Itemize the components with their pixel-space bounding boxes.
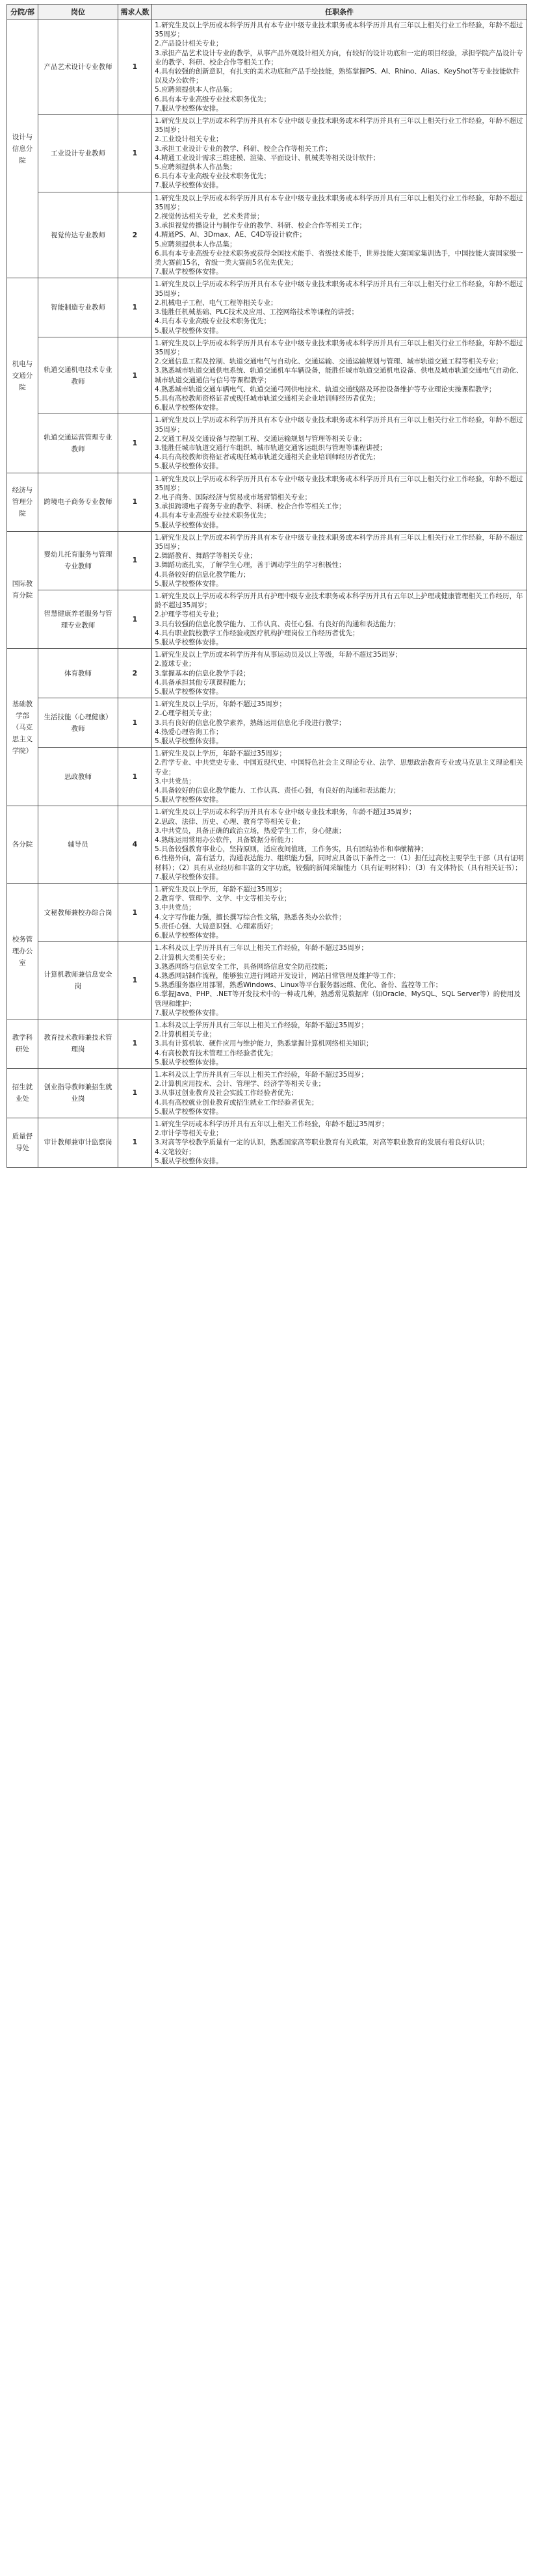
requirement-item: 2.交通信息工程及控制、轨道交通电气与自动化、交通运输、交通运输规划与管理、城市轨道交通工程等相关专业；	[155, 358, 503, 366]
requirement-item: 1.研究生学历或本科学历并具有五年以上相关工作经验，年龄不超过35周岁；	[155, 1120, 389, 1128]
requirement-item: 1.研究生及以上学历或本科学历并具有本专业中级专业技术职务，年龄不超过35周岁；	[155, 808, 416, 817]
headcount-cell: 1	[118, 1068, 152, 1118]
department-cell: 教学科研处	[7, 1019, 38, 1068]
requirements-cell	[152, 748, 527, 806]
department-cell: 机电与交通分院	[7, 278, 38, 473]
position-cell: 生活技能（心理健康）教师	[38, 698, 118, 748]
requirement-item: 6.性格外向，富有活力，沟通表达能力、组织能力强，同时应具备以下条件之一：（1）担任过高校主要学生干部（具有证明材料）；（2）具有从业经历和丰富的文字功底，较强的新闻采编能力（具有证明材料）；（3）有文体特长（具有相关证书）；	[155, 854, 524, 872]
requirement-item: 4.具备承担其他专项课程能力；	[155, 678, 250, 687]
requirement-item: 5.服从学校整体安排。	[155, 462, 223, 471]
requirement-item: 3.舞蹈功底扎实，了解学生心理，善于调动学生的学习积极性；	[155, 561, 346, 570]
requirement-item: 2.产品设计相关专业；	[155, 40, 223, 48]
requirement-item: 7.服从学校整体安排。	[155, 268, 223, 276]
requirement-item: 5.服从学校整体安排。	[155, 638, 223, 646]
requirements-cell	[152, 806, 527, 884]
position-cell: 体育教师	[38, 649, 118, 698]
requirement-item: 5.具备较强教育事业心，坚持原则，适应夜间值班，工作务实，具有团结协作和奉献精神；	[155, 845, 428, 854]
table-row	[7, 278, 527, 337]
requirements-cell	[152, 884, 527, 942]
requirement-item: 4.熟悉网站制作流程，能够独立进行网站开发设计，网站日常管理及维护等工作；	[155, 971, 400, 980]
header-requirements: 任职条件	[152, 5, 527, 20]
requirement-item: 3.中共党员；	[155, 777, 196, 785]
requirement-item: 1.本科及以上学历并具有三年以上相关工作经验，年龄不超过35周岁；	[155, 1021, 368, 1029]
headcount-cell: 1	[118, 942, 152, 1019]
requirement-item: 3.承担产品艺术设计专业的教学，从事产品外观设计相关方向，有较好的设计功底和一定的项目经验，承担学院产品设计专业的教学、科研、校企合作等相关工作；	[155, 49, 523, 66]
requirement-item: 1.本科及以上学历并具有三年以上相关工作经验，年龄不超过35周岁；	[155, 944, 368, 953]
requirement-item: 2.教育学、管理学、文学、中文等相关专业；	[155, 895, 291, 903]
requirement-item: 3.能胜任机械基础、PLC技术及应用、工控网络技术等课程的讲授；	[155, 308, 359, 317]
requirement-item: 2.舞蹈教育、舞蹈学等相关专业；	[155, 552, 257, 560]
requirement-item: 5.服从学校整体安排。	[155, 521, 223, 529]
requirements-cell	[152, 1068, 527, 1118]
headcount-cell: 1	[118, 1118, 152, 1167]
headcount-cell: 1	[118, 748, 152, 806]
requirement-item: 5.服从学校整体安排。	[155, 737, 223, 746]
requirement-item: 5.责任心强、大局意识强、心理素质好；	[155, 922, 278, 930]
table-body	[7, 20, 527, 1168]
requirement-item: 5.服从学校整体安排。	[155, 688, 223, 696]
requirement-item: 4.具有较强的创新意识，有扎实的美术功底和产品手绘技能，熟练掌握PS、AI、Rhino、Alias、KeyShot等专业技能软件以及办公软件；	[155, 68, 520, 85]
department-cell: 基础教学部（马克思主义学院）	[7, 649, 38, 806]
requirement-item: 3.承担跨境电子商务专业的教学、科研、校企合作等相关工作；	[155, 503, 346, 511]
position-cell: 思政教师	[38, 748, 118, 806]
headcount-cell: 1	[118, 115, 152, 192]
requirement-item: 3.具有较强的信息化教学能力、工作认真、责任心强、有良好的沟通和表达能力；	[155, 620, 400, 628]
requirements-cell	[152, 942, 527, 1019]
requirement-item: 5.服从学校整体安排。	[155, 1058, 223, 1066]
requirement-item: 4.文笔较好；	[155, 1148, 196, 1156]
position-cell: 轨道交通运营管理专业教师	[38, 414, 118, 473]
requirement-item: 2.哲学专业、中共党史专业、中国近现代史、中国特色社会主义理论专业、法学、思想政治教育专业或马克思主义理论相关专业；	[155, 759, 523, 776]
headcount-cell: 1	[118, 884, 152, 942]
requirement-item: 3.对高等学校教学质量有一定的认识，熟悉国家高等职业教育有关政策，对高等职业教育的发展有着良好认识；	[155, 1138, 489, 1147]
position-cell: 工业设计专业教师	[38, 115, 118, 192]
requirement-item: 2.思政、法律、历史、心理、教育学等相关专业；	[155, 817, 305, 826]
position-cell: 婴幼儿托育服务与管理专业教师	[38, 531, 118, 590]
recruitment-table	[6, 4, 527, 1168]
department-cell: 经济与管理分院	[7, 473, 38, 531]
headcount-cell: 1	[118, 473, 152, 531]
position-cell: 创业指导教师兼招生就业岗	[38, 1068, 118, 1118]
requirement-item: 2.交通工程及交通设备与控制工程、交通运输规划与管理等相关专业；	[155, 434, 367, 443]
requirements-cell	[152, 1118, 527, 1167]
requirement-item: 2.工业设计相关专业；	[155, 135, 223, 144]
requirement-item: 6.具有本专业高级专业技术职务优先；	[155, 95, 271, 103]
table-row	[7, 414, 527, 473]
requirement-item: 5.应聘须提供本人作品集；	[155, 240, 237, 248]
requirement-item: 5.应聘须提供本人作品集；	[155, 163, 237, 172]
requirement-item: 4.精通工业设计需求三维建模、渲染、平面设计、机械类等相关设计软件；	[155, 153, 380, 162]
requirement-item: 5.服从学校整体安排。	[155, 579, 223, 588]
requirement-item: 2.审计学等相关专业；	[155, 1129, 223, 1138]
requirement-item: 4.文字写作能力强，擅长撰写综合性文稿，熟悉各类办公软件；	[155, 913, 346, 921]
requirement-item: 7.服从学校整体安排。	[155, 873, 223, 881]
headcount-cell: 1	[118, 20, 152, 115]
requirement-item: 7.服从学校整体安排。	[155, 104, 223, 112]
position-cell: 文秘教师兼校办综合岗	[38, 884, 118, 942]
department-cell: 国际教育分院	[7, 531, 38, 648]
requirements-cell	[152, 473, 527, 531]
department-cell: 校务管理办公室	[7, 884, 38, 1019]
requirement-item: 1.研究生及以上学历或本科学历并具有本专业中级专业技术职务或本科学历并具有三年以上相关行业工作经验，年龄不超过35周岁；	[155, 339, 523, 356]
requirement-item: 3.具有良好的信息化教学素养，熟练运用信息化手段进行教学；	[155, 718, 346, 727]
requirements-cell	[152, 20, 527, 115]
requirement-item: 4.熟练运用常用办公软件，具备数据分析能力；	[155, 836, 298, 845]
requirement-item: 5.服从学校整体安排。	[155, 1107, 223, 1116]
header-department: 分院/部	[7, 5, 38, 20]
requirements-cell	[152, 649, 527, 698]
table-row	[7, 590, 527, 648]
position-cell: 产品艺术设计专业教师	[38, 20, 118, 115]
headcount-cell: 2	[118, 192, 152, 278]
requirement-item: 3.中共党员；	[155, 904, 196, 912]
position-cell: 轨道交通机电技术专业教师	[38, 337, 118, 414]
requirements-cell	[152, 590, 527, 648]
position-cell: 跨境电子商务专业教师	[38, 473, 118, 531]
table-row	[7, 1118, 527, 1167]
requirements-cell	[152, 531, 527, 590]
header-position: 岗位	[38, 5, 118, 20]
table-row	[7, 884, 527, 942]
position-cell: 智能制造专业教师	[38, 278, 118, 337]
requirement-item: 4.热爱心理咨询工作；	[155, 728, 223, 736]
requirement-item: 1.研究生及以上学历，年龄不超过35周岁；	[155, 750, 286, 758]
requirements-cell	[152, 115, 527, 192]
requirement-item: 1.本科及以上学历并具有三年以上相关工作经验，年龄不超过35周岁；	[155, 1070, 368, 1079]
requirement-item: 4.具有高校教师资格证者或现任城市轨道交通相关企业培训师经历者优先；	[155, 453, 380, 462]
requirement-item: 2.机械电子工程、电气工程等相关专业；	[155, 298, 278, 307]
requirement-item: 3.承担视觉传播设计与制作专业的教学、科研、校企合作等相关工作；	[155, 222, 367, 230]
table-row	[7, 20, 527, 115]
requirement-item: 2.计算机大类相关专业；	[155, 953, 230, 962]
table-row	[7, 698, 527, 748]
requirement-item: 3.熟悉网络与信息安全工作，具备网络信息安全防范技能；	[155, 962, 332, 971]
requirement-item: 5.应聘须提供本人作品集；	[155, 86, 237, 94]
requirement-item: 2.篮球专业；	[155, 660, 196, 668]
requirement-item: 1.研究生及以上学历或本科学历并具有护理中级专业技术职务或本科学历并具有五年以上护理或健康管理相关工作经历，年龄不超过35周岁；	[155, 592, 523, 610]
requirement-item: 4.具有本专业高级专业技术职务优先；	[155, 512, 271, 520]
requirement-item: 7.服从学校整体安排。	[155, 1008, 223, 1017]
table-row	[7, 115, 527, 192]
requirement-item: 2.电子商务、国际经济与贸易或市场营销相关专业；	[155, 493, 312, 501]
department-cell: 各分院	[7, 806, 38, 884]
requirement-item: 4.具有本专业高级专业技术职务优先；	[155, 317, 271, 326]
requirement-item: 1.研究生及以上学历或本科学历并具有本专业中级专业技术职务或本科学历并具有三年以上相关行业工作经验，年龄不超过35周岁；	[155, 533, 523, 551]
requirement-item: 3.能胜任城市轨道交通行车组织、城市轨道交通客运组织与管理等课程讲授；	[155, 443, 387, 452]
requirement-item: 1.研究生及以上学历或本科学历并具有本专业中级专业技术职务或本科学历并具有三年以上相关行业工作经验，年龄不超过35周岁；	[155, 475, 523, 492]
headcount-cell: 1	[118, 531, 152, 590]
requirement-item: 3.中共党员，具备正确的政治立场，热爱学生工作，身心健康；	[155, 826, 346, 835]
requirement-item: 2.计算机应用技术、会计、管理学、经济学等相关专业；	[155, 1080, 326, 1088]
requirement-item: 1.研究生及以上学历或本科学历并具有本专业中级专业技术职务或本科学历并具有三年以上相关行业工作经验，年龄不超过35周岁；	[155, 21, 523, 39]
table-row	[7, 942, 527, 1019]
requirement-item: 1.研究生及以上学历或本科学历并具有本专业中级专业技术职务或本科学历并具有三年以上相关行业工作经验，年龄不超过35周岁；	[155, 416, 523, 434]
requirements-cell	[152, 1019, 527, 1068]
requirement-item: 3.从事过创业教育及社会实践工作经验者优先；	[155, 1089, 298, 1097]
table-row	[7, 192, 527, 278]
requirement-item: 5.具有高校教师资格证者或现任城市轨道交通相关企业培训师经历者优先；	[155, 394, 380, 402]
department-cell: 质量督导处	[7, 1118, 38, 1167]
table-row	[7, 531, 527, 590]
requirement-item: 2.计算机相关专业；	[155, 1031, 216, 1039]
requirement-item: 4.具有职业院校教学工作经验或医疗机构护理岗位工作经历者优先；	[155, 629, 359, 637]
requirement-item: 4.熟悉城市轨道交通车辆电气、轨道交通弓网供电技术、轨道交通线路及环控设备维护等专业理论实操课程教学；	[155, 385, 496, 393]
position-cell: 智慧健康养老服务与管理专业教师	[38, 590, 118, 648]
headcount-cell: 4	[118, 806, 152, 884]
headcount-cell: 1	[118, 1019, 152, 1068]
requirement-item: 5.服从学校整体安排。	[155, 1157, 223, 1165]
table-row	[7, 1068, 527, 1118]
position-cell: 教育技术教师兼技术管理岗	[38, 1019, 118, 1068]
requirement-item: 4.具有高校就业创业教育或招生就业工作经验者优先；	[155, 1098, 318, 1107]
requirement-item: 1.研究生及以上学历，年龄不超过35周岁；	[155, 886, 286, 894]
department-cell: 招生就业处	[7, 1068, 38, 1118]
headcount-cell: 1	[118, 414, 152, 473]
position-cell: 视觉传达专业教师	[38, 192, 118, 278]
headcount-cell: 1	[118, 337, 152, 414]
requirement-item: 7.服从学校整体安排。	[155, 181, 223, 190]
requirement-item: 1.研究生及以上学历或本科学历并具有本专业中级专业技术职务或本科学历并具有三年以上相关行业工作经验，年龄不超过35周岁；	[155, 280, 523, 298]
position-cell: 计算机教师兼信息安全岗	[38, 942, 118, 1019]
header-count: 需求人数	[118, 5, 152, 20]
requirements-cell	[152, 337, 527, 414]
requirement-item: 2.心理学相关专业；	[155, 709, 216, 718]
requirement-item: 5.服从学校整体安排。	[155, 326, 223, 335]
department-cell: 设计与信息分院	[7, 20, 38, 278]
requirement-item: 1.研究生及以上学历或本科学历并有从事运动员及以上等级，年龄不超过35周岁；	[155, 651, 402, 659]
headcount-cell: 1	[118, 698, 152, 748]
requirement-item: 6.服从学校整体安排。	[155, 404, 223, 412]
requirement-item: 4.有高校教育技术管理工作经验者优先；	[155, 1049, 278, 1057]
headcount-cell: 1	[118, 278, 152, 337]
requirement-item: 5.服从学校整体安排。	[155, 796, 223, 804]
position-cell: 审计教师兼审计监察岗	[38, 1118, 118, 1167]
requirement-item: 3.掌握基本的信息化教学手段；	[155, 669, 250, 677]
requirement-item: 2.视觉传达相关专业，艺术类背景；	[155, 213, 264, 221]
requirement-item: 3.承担工业设计专业的教学、科研、校企合作等相关工作；	[155, 144, 332, 153]
requirements-cell	[152, 698, 527, 748]
requirement-item: 1.研究生及以上学历，年龄不超过35周岁；	[155, 700, 286, 709]
table-header-row	[7, 5, 527, 20]
table-row	[7, 1019, 527, 1068]
requirements-cell	[152, 278, 527, 337]
requirements-cell	[152, 192, 527, 278]
headcount-cell: 2	[118, 649, 152, 698]
requirement-item: 2.护理学等相关专业；	[155, 611, 223, 619]
requirements-cell	[152, 414, 527, 473]
table-row	[7, 649, 527, 698]
table-row	[7, 748, 527, 806]
table-row	[7, 337, 527, 414]
table-row	[7, 806, 527, 884]
requirement-item: 1.研究生及以上学历或本科学历并具有本专业中级专业技术职务或本科学历并具有三年以上相关行业工作经验，年龄不超过35周岁；	[155, 117, 523, 135]
requirement-item: 6.具有本专业高级专业技术职务或获得全国技术能手、省级技术能手，世界技能大赛国家集训选手，中国技能大赛国家级一类大赛前15名，省级一类大赛前5名优先优先；	[155, 249, 523, 267]
table-row	[7, 473, 527, 531]
requirement-item: 5.熟悉服务器应用部署，熟悉Windows、Linux等平台服务器运维、优化、备份、监控等工作；	[155, 981, 443, 990]
requirement-item: 6.掌握Java、PHP、.NET等开发技术中的一种或几种，熟悉常见数据库（如Oracle、MySQL、SQL Server等）的使用及管理和维护；	[155, 990, 521, 1008]
position-cell: 辅导员	[38, 806, 118, 884]
requirement-item: 4.精通PS、AI、3Dmax、AE、C4D等设计软件；	[155, 231, 306, 239]
requirement-item: 3.熟悉城市轨道交通供电系统、轨道交通机车车辆设备，能胜任城市轨道交通机电设备、供电及城市轨道交通电气自动化、城市轨道交通通信与信号等课程教学；	[155, 367, 523, 384]
requirement-item: 6.具有本专业高级专业技术职务优先；	[155, 172, 271, 181]
requirement-item: 1.研究生及以上学历或本科学历并具有本专业中级专业技术职务或本科学历并具有三年以上相关行业工作经验，年龄不超过35周岁；	[155, 194, 523, 211]
headcount-cell: 1	[118, 590, 152, 648]
requirement-item: 4.具备较好的信息化教学能力、工作认真、责任心强，有良好的沟通和表达能力；	[155, 787, 400, 795]
requirement-item: 4.具备较好的信息化教学能力；	[155, 570, 250, 579]
requirement-item: 6.服从学校整体安排。	[155, 932, 223, 940]
requirement-item: 3.具有计算机软、硬件应用与维护能力，熟悉掌握计算机网络相关知识；	[155, 1040, 373, 1048]
